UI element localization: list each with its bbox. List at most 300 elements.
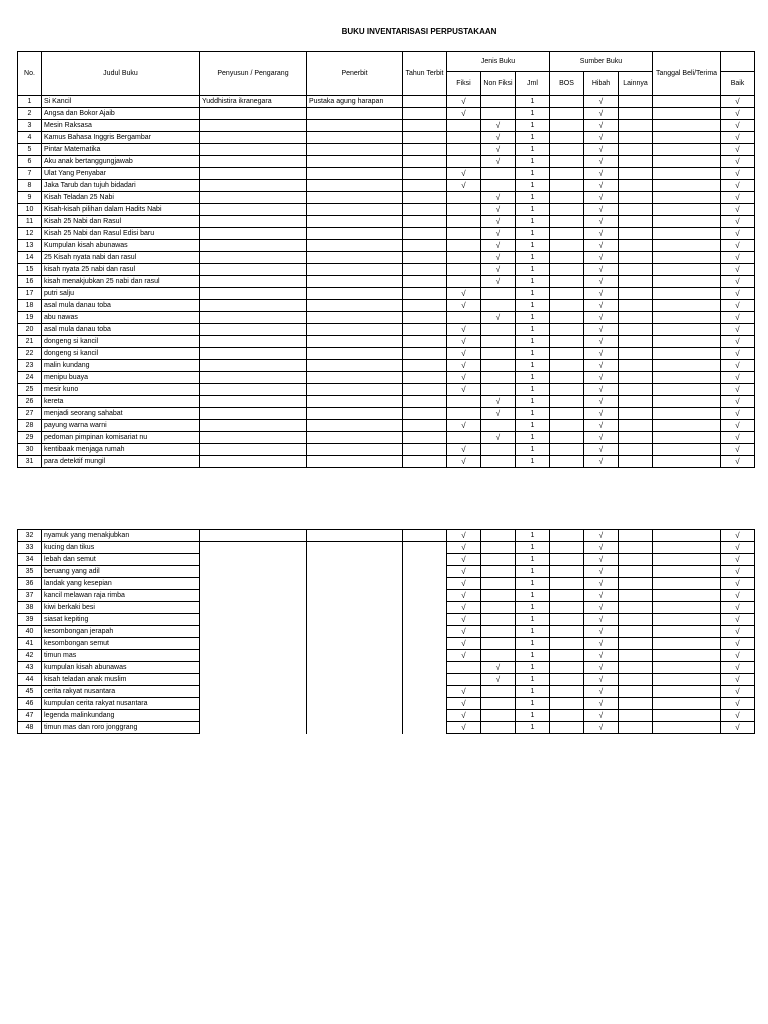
cell-baik: √ — [721, 144, 755, 156]
cell-tanggal — [653, 240, 721, 252]
cell-judul: Mesin Raksasa — [42, 120, 200, 132]
cell-fiksi — [447, 132, 481, 144]
cell-hibah: √ — [584, 96, 619, 108]
cell-no: 30 — [18, 444, 42, 456]
cell-hibah: √ — [584, 288, 619, 300]
cell-penyusun — [200, 650, 307, 662]
cell-jml: 1 — [516, 108, 550, 120]
cell-nonfiksi: √ — [481, 156, 516, 168]
cell-bos — [550, 336, 584, 348]
cell-jml: 1 — [516, 180, 550, 192]
cell-no: 1 — [18, 96, 42, 108]
cell-penyusun — [200, 432, 307, 444]
cell-fiksi: √ — [447, 168, 481, 180]
cell-penyusun — [200, 348, 307, 360]
cell-nonfiksi — [481, 96, 516, 108]
cell-hibah: √ — [584, 372, 619, 384]
cell-jml: 1 — [516, 408, 550, 420]
cell-no: 27 — [18, 408, 42, 420]
cell-hibah: √ — [584, 156, 619, 168]
cell-fiksi — [447, 192, 481, 204]
cell-fiksi: √ — [447, 638, 481, 650]
cell-no: 28 — [18, 420, 42, 432]
cell-jml: 1 — [516, 252, 550, 264]
cell-nonfiksi — [481, 180, 516, 192]
cell-lainnya — [619, 336, 653, 348]
cell-penyusun — [200, 530, 307, 542]
table-row — [18, 192, 755, 204]
cell-judul: Kamus Bahasa Inggris Bergambar — [42, 132, 200, 144]
cell-jml: 1 — [516, 156, 550, 168]
cell-baik: √ — [721, 698, 755, 710]
table-row — [18, 180, 755, 192]
cell-tanggal — [653, 252, 721, 264]
cell-baik: √ — [721, 288, 755, 300]
cell-tahun — [403, 710, 447, 722]
cell-nonfiksi: √ — [481, 312, 516, 324]
table-row — [18, 156, 755, 168]
cell-hibah: √ — [584, 542, 619, 554]
cell-tanggal — [653, 638, 721, 650]
cell-penyusun — [200, 192, 307, 204]
cell-lainnya — [619, 168, 653, 180]
cell-lainnya — [619, 614, 653, 626]
table-row — [18, 324, 755, 336]
cell-penyusun — [200, 336, 307, 348]
cell-tanggal — [653, 204, 721, 216]
cell-fiksi: √ — [447, 96, 481, 108]
cell-bos — [550, 650, 584, 662]
cell-penyusun — [200, 444, 307, 456]
cell-fiksi — [447, 674, 481, 686]
cell-no: 18 — [18, 300, 42, 312]
cell-baik: √ — [721, 686, 755, 698]
cell-jml: 1 — [516, 324, 550, 336]
cell-bos — [550, 674, 584, 686]
cell-penerbit — [307, 168, 403, 180]
cell-lainnya — [619, 216, 653, 228]
col-sumber: Sumber Buku — [550, 52, 653, 72]
cell-no: 6 — [18, 156, 42, 168]
cell-penerbit — [307, 288, 403, 300]
cell-tanggal — [653, 554, 721, 566]
cell-tanggal — [653, 324, 721, 336]
cell-jml: 1 — [516, 602, 550, 614]
cell-tanggal — [653, 650, 721, 662]
cell-tahun — [403, 240, 447, 252]
cell-bos — [550, 432, 584, 444]
cell-jml: 1 — [516, 276, 550, 288]
cell-penyusun — [200, 698, 307, 710]
cell-tahun — [403, 698, 447, 710]
cell-tahun — [403, 456, 447, 468]
col-no: No. — [18, 52, 42, 96]
cell-bos — [550, 420, 584, 432]
cell-judul: kucing dan tikus — [42, 542, 200, 554]
cell-tahun — [403, 108, 447, 120]
cell-no: 45 — [18, 686, 42, 698]
table-row — [18, 132, 755, 144]
cell-no: 35 — [18, 566, 42, 578]
cell-fiksi — [447, 264, 481, 276]
table-row — [18, 674, 755, 686]
table-row — [18, 722, 755, 734]
cell-lainnya — [619, 312, 653, 324]
cell-jml: 1 — [516, 300, 550, 312]
cell-baik: √ — [721, 710, 755, 722]
cell-nonfiksi: √ — [481, 276, 516, 288]
cell-hibah: √ — [584, 554, 619, 566]
cell-no: 3 — [18, 120, 42, 132]
cell-hibah: √ — [584, 216, 619, 228]
cell-fiksi: √ — [447, 554, 481, 566]
cell-tahun — [403, 312, 447, 324]
cell-lainnya — [619, 408, 653, 420]
cell-judul: timun mas — [42, 650, 200, 662]
cell-tanggal — [653, 144, 721, 156]
cell-tanggal — [653, 686, 721, 698]
cell-hibah: √ — [584, 192, 619, 204]
cell-judul: Jaka Tarub dan tujuh bidadari — [42, 180, 200, 192]
table-row — [18, 372, 755, 384]
cell-jml: 1 — [516, 566, 550, 578]
table-row — [18, 420, 755, 432]
cell-tahun — [403, 132, 447, 144]
cell-tanggal — [653, 168, 721, 180]
cell-penerbit — [307, 396, 403, 408]
cell-tanggal — [653, 542, 721, 554]
cell-hibah: √ — [584, 120, 619, 132]
cell-bos — [550, 288, 584, 300]
cell-bos — [550, 108, 584, 120]
cell-no: 42 — [18, 650, 42, 662]
cell-no: 24 — [18, 372, 42, 384]
cell-no: 7 — [18, 168, 42, 180]
cell-tanggal — [653, 420, 721, 432]
cell-nonfiksi — [481, 168, 516, 180]
cell-bos — [550, 216, 584, 228]
cell-no: 15 — [18, 264, 42, 276]
cell-nonfiksi — [481, 578, 516, 590]
cell-penerbit — [307, 108, 403, 120]
cell-no: 43 — [18, 662, 42, 674]
table-row — [18, 252, 755, 264]
cell-penyusun — [200, 180, 307, 192]
cell-baik: √ — [721, 168, 755, 180]
cell-lainnya — [619, 156, 653, 168]
cell-lainnya — [619, 300, 653, 312]
cell-hibah: √ — [584, 396, 619, 408]
cell-baik: √ — [721, 542, 755, 554]
cell-hibah: √ — [584, 336, 619, 348]
cell-penerbit — [307, 372, 403, 384]
cell-tanggal — [653, 710, 721, 722]
table-row — [18, 566, 755, 578]
cell-jml: 1 — [516, 444, 550, 456]
cell-penyusun — [200, 108, 307, 120]
cell-jml: 1 — [516, 348, 550, 360]
table-row — [18, 626, 755, 638]
cell-lainnya — [619, 420, 653, 432]
cell-penerbit — [307, 180, 403, 192]
cell-hibah: √ — [584, 686, 619, 698]
table-row — [18, 120, 755, 132]
cell-tanggal — [653, 180, 721, 192]
cell-baik: √ — [721, 396, 755, 408]
cell-tanggal — [653, 698, 721, 710]
cell-tanggal — [653, 674, 721, 686]
cell-lainnya — [619, 192, 653, 204]
cell-penyusun — [200, 372, 307, 384]
cell-baik: √ — [721, 192, 755, 204]
cell-baik: √ — [721, 324, 755, 336]
cell-judul: asal mula danau toba — [42, 324, 200, 336]
cell-hibah: √ — [584, 710, 619, 722]
cell-penyusun — [200, 240, 307, 252]
cell-bos — [550, 240, 584, 252]
cell-nonfiksi: √ — [481, 396, 516, 408]
cell-jml: 1 — [516, 168, 550, 180]
cell-nonfiksi — [481, 650, 516, 662]
cell-penerbit — [307, 542, 403, 554]
cell-penerbit — [307, 602, 403, 614]
col-bos: BOS — [550, 72, 584, 96]
cell-tahun — [403, 686, 447, 698]
cell-bos — [550, 530, 584, 542]
cell-penerbit — [307, 144, 403, 156]
cell-jml: 1 — [516, 372, 550, 384]
cell-penerbit — [307, 638, 403, 650]
table-row — [18, 408, 755, 420]
cell-fiksi — [447, 156, 481, 168]
cell-baik: √ — [721, 420, 755, 432]
cell-tanggal — [653, 108, 721, 120]
cell-judul: kesombongan jerapah — [42, 626, 200, 638]
cell-nonfiksi: √ — [481, 408, 516, 420]
cell-baik: √ — [721, 96, 755, 108]
cell-judul: kisah nyata 25 nabi dan rasul — [42, 264, 200, 276]
cell-nonfiksi — [481, 686, 516, 698]
cell-tahun — [403, 590, 447, 602]
cell-hibah: √ — [584, 456, 619, 468]
cell-penerbit — [307, 216, 403, 228]
cell-penyusun — [200, 408, 307, 420]
cell-tanggal — [653, 132, 721, 144]
cell-fiksi: √ — [447, 324, 481, 336]
cell-no: 12 — [18, 228, 42, 240]
cell-lainnya — [619, 288, 653, 300]
cell-no: 32 — [18, 530, 42, 542]
cell-nonfiksi — [481, 420, 516, 432]
cell-fiksi: √ — [447, 108, 481, 120]
cell-judul: asal mula danau toba — [42, 300, 200, 312]
cell-tahun — [403, 216, 447, 228]
table-row — [18, 602, 755, 614]
cell-bos — [550, 554, 584, 566]
cell-bos — [550, 360, 584, 372]
cell-baik: √ — [721, 216, 755, 228]
cell-tahun — [403, 324, 447, 336]
cell-tanggal — [653, 626, 721, 638]
table-row — [18, 554, 755, 566]
cell-bos — [550, 698, 584, 710]
cell-penyusun — [200, 590, 307, 602]
cell-judul: Si Kancil — [42, 96, 200, 108]
cell-nonfiksi — [481, 108, 516, 120]
cell-jml: 1 — [516, 288, 550, 300]
cell-jml: 1 — [516, 650, 550, 662]
cell-tanggal — [653, 566, 721, 578]
cell-nonfiksi: √ — [481, 662, 516, 674]
cell-tanggal — [653, 288, 721, 300]
cell-penerbit — [307, 554, 403, 566]
cell-hibah: √ — [584, 168, 619, 180]
inventory-table-continued — [17, 529, 755, 734]
cell-no: 34 — [18, 554, 42, 566]
col-kondisi — [721, 52, 755, 72]
col-nonfiksi: Non Fiksi — [481, 72, 516, 96]
cell-judul: menipu buaya — [42, 372, 200, 384]
cell-baik: √ — [721, 384, 755, 396]
cell-judul: dongeng si kancil — [42, 336, 200, 348]
cell-baik: √ — [721, 554, 755, 566]
cell-penerbit — [307, 264, 403, 276]
cell-judul: siasat kepiting — [42, 614, 200, 626]
cell-penyusun — [200, 360, 307, 372]
cell-tahun — [403, 722, 447, 734]
cell-jml: 1 — [516, 240, 550, 252]
cell-hibah: √ — [584, 674, 619, 686]
cell-nonfiksi: √ — [481, 432, 516, 444]
cell-nonfiksi — [481, 590, 516, 602]
cell-fiksi: √ — [447, 650, 481, 662]
cell-tahun — [403, 252, 447, 264]
cell-bos — [550, 456, 584, 468]
cell-tanggal — [653, 722, 721, 734]
cell-nonfiksi — [481, 698, 516, 710]
table-row — [18, 578, 755, 590]
cell-penyusun — [200, 602, 307, 614]
cell-judul: kiwi berkaki besi — [42, 602, 200, 614]
cell-hibah: √ — [584, 566, 619, 578]
cell-penyusun — [200, 132, 307, 144]
cell-penerbit — [307, 348, 403, 360]
cell-tanggal — [653, 444, 721, 456]
cell-hibah: √ — [584, 144, 619, 156]
cell-penerbit — [307, 698, 403, 710]
cell-lainnya — [619, 204, 653, 216]
cell-lainnya — [619, 108, 653, 120]
cell-penerbit — [307, 204, 403, 216]
cell-fiksi — [447, 312, 481, 324]
cell-nonfiksi: √ — [481, 204, 516, 216]
cell-fiksi: √ — [447, 372, 481, 384]
cell-hibah: √ — [584, 300, 619, 312]
table-row — [18, 240, 755, 252]
cell-lainnya — [619, 384, 653, 396]
cell-lainnya — [619, 710, 653, 722]
cell-hibah: √ — [584, 638, 619, 650]
cell-jml: 1 — [516, 144, 550, 156]
table-row — [18, 698, 755, 710]
cell-hibah: √ — [584, 578, 619, 590]
cell-bos — [550, 156, 584, 168]
cell-judul: putri salju — [42, 288, 200, 300]
cell-jml: 1 — [516, 120, 550, 132]
cell-tahun — [403, 204, 447, 216]
table-row — [18, 530, 755, 542]
cell-penyusun — [200, 722, 307, 734]
cell-bos — [550, 566, 584, 578]
cell-lainnya — [619, 554, 653, 566]
cell-fiksi: √ — [447, 578, 481, 590]
cell-fiksi: √ — [447, 614, 481, 626]
cell-jml: 1 — [516, 614, 550, 626]
cell-lainnya — [619, 530, 653, 542]
cell-penyusun — [200, 204, 307, 216]
cell-penyusun — [200, 120, 307, 132]
cell-lainnya — [619, 144, 653, 156]
cell-tahun — [403, 276, 447, 288]
cell-tahun — [403, 156, 447, 168]
cell-tahun — [403, 168, 447, 180]
cell-hibah: √ — [584, 590, 619, 602]
cell-judul: Aku anak bertanggungjawab — [42, 156, 200, 168]
cell-fiksi: √ — [447, 590, 481, 602]
cell-tahun — [403, 602, 447, 614]
cell-lainnya — [619, 722, 653, 734]
cell-jml: 1 — [516, 228, 550, 240]
cell-fiksi: √ — [447, 456, 481, 468]
cell-tanggal — [653, 228, 721, 240]
cell-tanggal — [653, 432, 721, 444]
cell-tahun — [403, 300, 447, 312]
cell-nonfiksi — [481, 444, 516, 456]
cell-hibah: √ — [584, 204, 619, 216]
cell-penerbit — [307, 722, 403, 734]
cell-penerbit — [307, 192, 403, 204]
cell-nonfiksi: √ — [481, 216, 516, 228]
cell-jml: 1 — [516, 264, 550, 276]
cell-judul: legenda malinkundang — [42, 710, 200, 722]
cell-nonfiksi: √ — [481, 252, 516, 264]
table-row — [18, 542, 755, 554]
inventory-table — [17, 51, 755, 468]
cell-baik: √ — [721, 602, 755, 614]
cell-baik: √ — [721, 408, 755, 420]
cell-fiksi: √ — [447, 722, 481, 734]
cell-tahun — [403, 288, 447, 300]
cell-nonfiksi — [481, 542, 516, 554]
table-row — [18, 432, 755, 444]
col-lainnya: Lainnya — [619, 72, 653, 96]
cell-no: 23 — [18, 360, 42, 372]
cell-no: 44 — [18, 674, 42, 686]
cell-baik: √ — [721, 180, 755, 192]
col-judul: Judul Buku — [42, 52, 200, 96]
cell-lainnya — [619, 264, 653, 276]
cell-judul: para detektif mungil — [42, 456, 200, 468]
cell-nonfiksi — [481, 710, 516, 722]
cell-lainnya — [619, 348, 653, 360]
cell-penerbit — [307, 578, 403, 590]
cell-bos — [550, 372, 584, 384]
col-jml: Jml — [516, 72, 550, 96]
cell-penyusun — [200, 276, 307, 288]
cell-baik: √ — [721, 228, 755, 240]
cell-lainnya — [619, 432, 653, 444]
cell-tanggal — [653, 662, 721, 674]
